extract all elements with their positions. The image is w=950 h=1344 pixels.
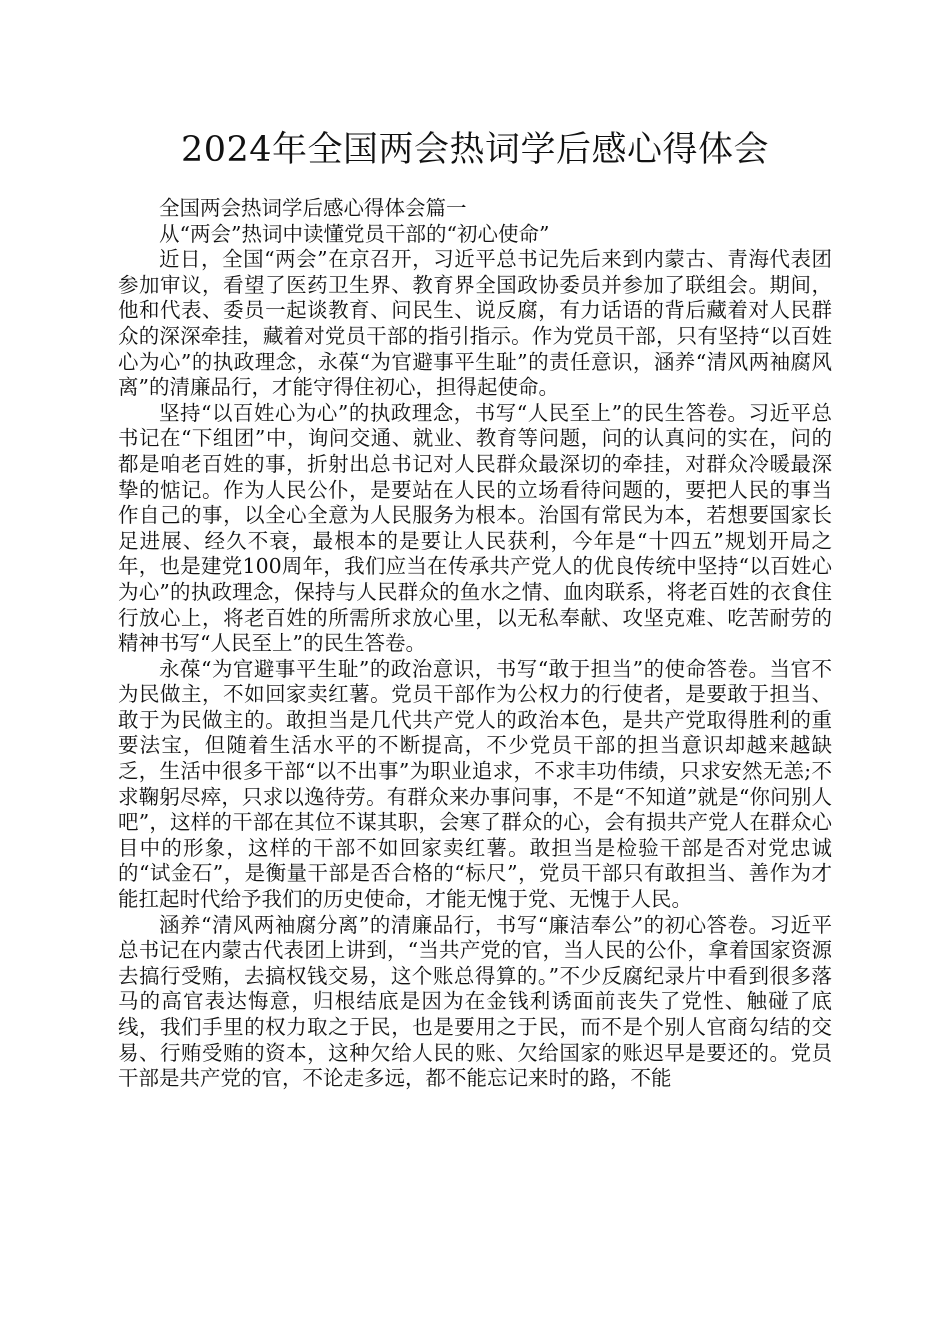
- section-heading: 全国两会热词学后感心得体会篇一: [159, 196, 467, 220]
- paragraph-3: 永葆“为官避事平生耻”的政治意识，书写“敢于担当”的使命答卷。当官不为民做主，不如回家卖红薯。党员干部作为公权力的行使者，是要敢于担当、敢于为民做主的。敢担当是几代共产党人的政治本色，是共产党取得胜利的重要法宝，但随着生活水平的不断提高，不少党员干部的担当意识却越来越缺乏，生活中很多干部“以不出事”为职业追求，不求丰功伟绩，只求安然无恙;不求鞠躬尽瘁，只求以逸待劳。有群众来办事问事，不是“不知道”就是“你问别人吧”，这样的干部在其位不谋其职，会寒了群众的心，会有损共产党人在群众心目中的形象，这样的干部不如回家卖红薯。敢担当是检验干部是否对党忠诚的“试金石”，是衡量干部是否合格的“标尺”，党员干部只有敢担当、善作为才能扛起时代给予我们的历史使命，才能无愧于党、无愧于人民。: [118, 656, 832, 912]
- document-body: [118, 196, 832, 1092]
- paragraph-1: 近日，全国“两会”在京召开，习近平总书记先后来到内蒙古、青海代表团参加审议，看望了医药卫生界、教育界全国政协委员并参加了联组会。期间，他和代表、委员一起谈教育、问民生、说反腐，有力话语的背后藏着对人民群众的深深牵挂，藏着对党员干部的指引指示。作为党员干部，只有坚持“以百姓心为心”的执政理念，永葆“为官避事平生耻”的责任意识，涵养“清风两袖腐风离”的清廉品行，才能守得住初心，担得起使命。: [118, 247, 832, 400]
- document-title: 2024年全国两会热词学后感心得体会: [180, 130, 770, 170]
- subheading: 从“两会”热词中读懂党员干部的“初心使命”: [159, 221, 550, 246]
- paragraph-2: 坚持“以百姓心为心”的执政理念，书写“人民至上”的民生答卷。习近平总书记在“下组团”中，询问交通、就业、教育等问题，问的认真问的实在，问的都是咱老百姓的事，折射出总书记对人民群众最深切的牵挂，对群众冷暖最深挚的惦记。作为人民公仆，是要站在人民的立场看待问题的，要把人民的事当作自己的事，以全心全意为人民服务为根本。治国有常民为本，若想要国家长足进展、经久不衰，最根本的是要让人民获利，今年是“十四五”规划开局之年，也是建党100周年，我们应当在传承共产党人的优良传统中坚持“以百姓心为心”的执政理念，保持与人民群众的鱼水之情、血肉联系，将老百姓的衣食住行放心上，将老百姓的所需所求放心里，以无私奉献、攻坚克难、吃苦耐劳的精神书写“人民至上”的民生答卷。: [118, 400, 832, 656]
- paragraph-4: 涵养“清风两袖腐分离”的清廉品行，书写“廉洁奉公”的初心答卷。习近平总书记在内蒙古代表团上讲到，“当共产党的官，当人民的公仆，拿着国家资源去搞行受贿，去搞权钱交易，这个账总得算的。”不少反腐纪录片中看到很多落马的高官表达悔意，归根结底是因为在金钱利诱面前丧失了党性、触碰了底线，我们手里的权力取之于民，也是要用之于民，而不是个别人官商勾结的交易、行贿受贿的资本，这种欠给人民的账、欠给国家的账迟早是要还的。党员干部是共产党的官，不论走多远，都不能忘记来时的路，不能: [118, 912, 832, 1091]
